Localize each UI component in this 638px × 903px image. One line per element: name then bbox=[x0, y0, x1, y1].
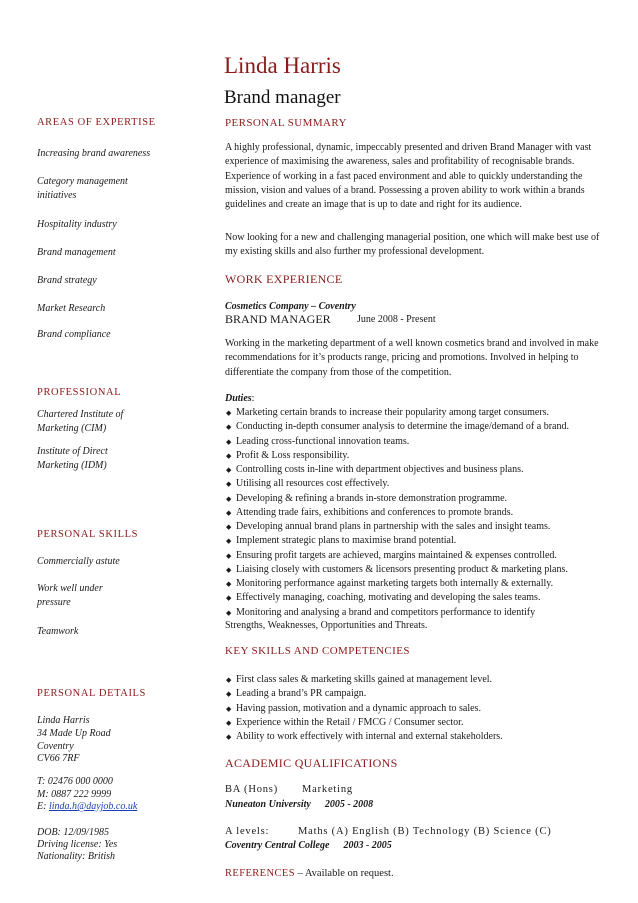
bullet-icon: ◆ bbox=[226, 608, 232, 617]
bullet-icon: ◆ bbox=[226, 409, 232, 417]
skills-item: Teamwork bbox=[37, 626, 79, 637]
university-row bbox=[225, 799, 373, 810]
references-label: REFERENCES bbox=[225, 868, 295, 879]
key-skills-heading: KEY SKILLS AND COMPETENCIES bbox=[225, 645, 410, 657]
email-prefix: E: bbox=[37, 801, 49, 812]
experience-heading: WORK EXPERIENCE bbox=[225, 272, 343, 286]
bullet-icon: ◆ bbox=[226, 551, 232, 560]
bullet-icon: ◆ bbox=[226, 423, 232, 432]
duty-item: ◆ Utilising all resources cost effectively. bbox=[226, 477, 569, 491]
duty-item: ◆ Developing annual brand plans in partnership with the sales and insight teams. bbox=[226, 520, 569, 534]
duty-item: ◆ Developing & refining a brands in-store demonstration programme. bbox=[226, 492, 569, 506]
expertise-item: Market Research bbox=[37, 303, 106, 314]
duties-label-row bbox=[225, 393, 254, 404]
university: Nuneaton University bbox=[225, 799, 311, 810]
references-row bbox=[225, 868, 394, 879]
references-dash: – bbox=[294, 868, 305, 879]
duties-list bbox=[226, 406, 569, 620]
expertise-item: Increasing brand awareness bbox=[37, 148, 151, 159]
key-skill-item: ◆ First class sales & marketing skills gained at management level. bbox=[226, 673, 503, 687]
role-description: Working in the marketing department of a well known cosmetics brand and involved in make recommendations for it’s products range, pricing and promotions. Involved in helping to differentiate the company from those of the competition. bbox=[225, 338, 599, 378]
key-skill-item: ◆ Experience within the Retail / FMCG / Consumer sector. bbox=[226, 716, 503, 730]
summary-paragraph-1: A highly professional, dynamic, impeccably presented and driven Brand Manager with vast experience of maximising the awareness, sales and profitability of recognisable brands. Experience of working in a fast paced environment and able to quickly understanding the mission, vision and values of a brand. Possessing a proven ability to work within a brands guidelines and create an image that is up to date and right for its audience. bbox=[225, 142, 592, 211]
expertise-item: Category management initiatives bbox=[37, 176, 128, 201]
college-dates: 2003 - 2005 bbox=[343, 840, 392, 851]
details-mobile: M: 0887 222 9999 bbox=[37, 789, 112, 800]
bullet-icon: ◆ bbox=[226, 437, 232, 446]
duty-item: ◆ Marketing certain brands to increase their popularity among target consumers. bbox=[226, 406, 569, 420]
key-skill-item: ◆ Having passion, motivation and a dynamic approach to sales. bbox=[226, 702, 503, 716]
expertise-item: Brand strategy bbox=[37, 275, 97, 286]
bullet-icon: ◆ bbox=[226, 494, 232, 503]
professional-heading: PROFESSIONAL bbox=[37, 387, 122, 398]
duty-item: ◆ Profit & Loss responsibility. bbox=[226, 449, 569, 463]
academic-heading: ACADEMIC QUALIFICATIONS bbox=[225, 756, 398, 770]
duty-item: ◆ Attending trade fairs, exhibitions and conferences to promote brands. bbox=[226, 506, 569, 520]
details-name: Linda Harris bbox=[37, 715, 90, 726]
duty-item: ◆ Liaising closely with customers & licensors presenting product & marketing plans. bbox=[226, 563, 569, 577]
details-address-line1: 34 Made Up Road bbox=[37, 728, 111, 739]
job-title: Brand manager bbox=[224, 87, 341, 108]
bullet-icon: ◆ bbox=[226, 565, 232, 574]
bullet-icon: ◆ bbox=[226, 733, 232, 741]
bullet-icon: ◆ bbox=[226, 704, 232, 713]
duty-item: ◆ Effectively managing, coaching, motivating and developing the sales teams. bbox=[226, 591, 569, 605]
role-dates: June 2008 - Present bbox=[357, 314, 436, 325]
details-address-line2: Coventry bbox=[37, 741, 74, 752]
details-license: Driving license: Yes bbox=[37, 839, 118, 850]
details-email-row bbox=[37, 800, 197, 814]
references-text: Available on request. bbox=[304, 868, 394, 879]
degree: BA (Hons) bbox=[225, 784, 278, 795]
bullet-icon: ◆ bbox=[226, 676, 232, 684]
bullet-icon: ◆ bbox=[226, 480, 232, 489]
duties-tail: Strengths, Weaknesses, Opportunities and Threats. bbox=[225, 620, 428, 631]
details-nationality: Nationality: British bbox=[37, 851, 116, 862]
university-dates: 2005 - 2008 bbox=[324, 799, 374, 810]
bullet-icon: ◆ bbox=[226, 523, 232, 531]
expertise-item: Brand management bbox=[37, 247, 116, 258]
duty-item: ◆ Controlling costs in-line with department objectives and business plans. bbox=[226, 463, 569, 477]
professional-item: Chartered Institute of Marketing (CIM) bbox=[37, 409, 124, 434]
expertise-item: Brand compliance bbox=[37, 329, 111, 340]
bullet-icon: ◆ bbox=[226, 537, 232, 546]
summary-heading: PERSONAL SUMMARY bbox=[225, 117, 347, 129]
duty-item: ◆ Monitoring performance against marketing targets both internally & externally. bbox=[226, 577, 569, 591]
details-telephone: T: 02476 000 0000 bbox=[37, 776, 113, 787]
duty-item: ◆ Conducting in-depth consumer analysis to determine the image/demand of a brand. bbox=[226, 420, 569, 434]
duty-item: ◆ Ensuring profit targets are achieved, margins maintained & expenses controlled. bbox=[226, 549, 569, 563]
alevels-subjects: Maths (A) English (B) Technology (B) Science (C) bbox=[298, 826, 552, 837]
college: Coventry Central College bbox=[225, 840, 330, 851]
professional-item: Institute of Direct Marketing (IDM) bbox=[37, 446, 108, 471]
email-link[interactable]: linda.h@dayjob.co.uk bbox=[48, 801, 138, 812]
bullet-icon: ◆ bbox=[226, 690, 232, 699]
key-skill-item: ◆ Ability to work effectively with internal and external stakeholders. bbox=[226, 730, 503, 744]
details-postcode: CV66 7RF bbox=[37, 753, 80, 764]
bullet-icon: ◆ bbox=[226, 466, 232, 474]
key-skill-item: ◆ Leading a brand’s PR campaign. bbox=[226, 687, 503, 701]
bullet-icon: ◆ bbox=[226, 718, 232, 727]
bullet-icon: ◆ bbox=[226, 594, 232, 603]
duty-item: ◆ Monitoring and analysing a brand and competitors performance to identify bbox=[226, 606, 569, 620]
candidate-name: Linda Harris bbox=[224, 53, 341, 78]
company: Cosmetics Company – Coventry bbox=[225, 301, 356, 312]
role-title: BRAND MANAGER bbox=[225, 312, 331, 326]
alevels-label: A levels: bbox=[225, 826, 270, 837]
duties-label: Duties bbox=[225, 393, 252, 404]
skills-item: Commercially astute bbox=[37, 556, 120, 567]
bullet-icon: ◆ bbox=[226, 508, 232, 517]
expertise-heading: AREAS OF EXPERTISE bbox=[37, 117, 156, 128]
details-dob: DOB: 12/09/1985 bbox=[37, 827, 109, 838]
skills-item: Work well under pressure bbox=[37, 583, 103, 608]
summary-paragraph-2: Now looking for a new and challenging managerial position, one which will make best use of my existing skills and also further my professional development. bbox=[225, 232, 600, 258]
skills-heading: PERSONAL SKILLS bbox=[37, 529, 139, 540]
bullet-icon: ◆ bbox=[226, 451, 232, 460]
duty-item: ◆ Implement strategic plans to maximise brand potential. bbox=[226, 534, 569, 548]
bullet-icon: ◆ bbox=[226, 580, 232, 588]
key-skills-list bbox=[226, 673, 503, 744]
degree-subject: Marketing bbox=[302, 784, 353, 795]
details-heading: PERSONAL DETAILS bbox=[37, 688, 146, 699]
duty-item: ◆ Leading cross-functional innovation teams. bbox=[226, 435, 569, 449]
duties-colon: : bbox=[251, 393, 255, 404]
college-row bbox=[225, 840, 392, 851]
expertise-item: Hospitality industry bbox=[37, 219, 117, 230]
